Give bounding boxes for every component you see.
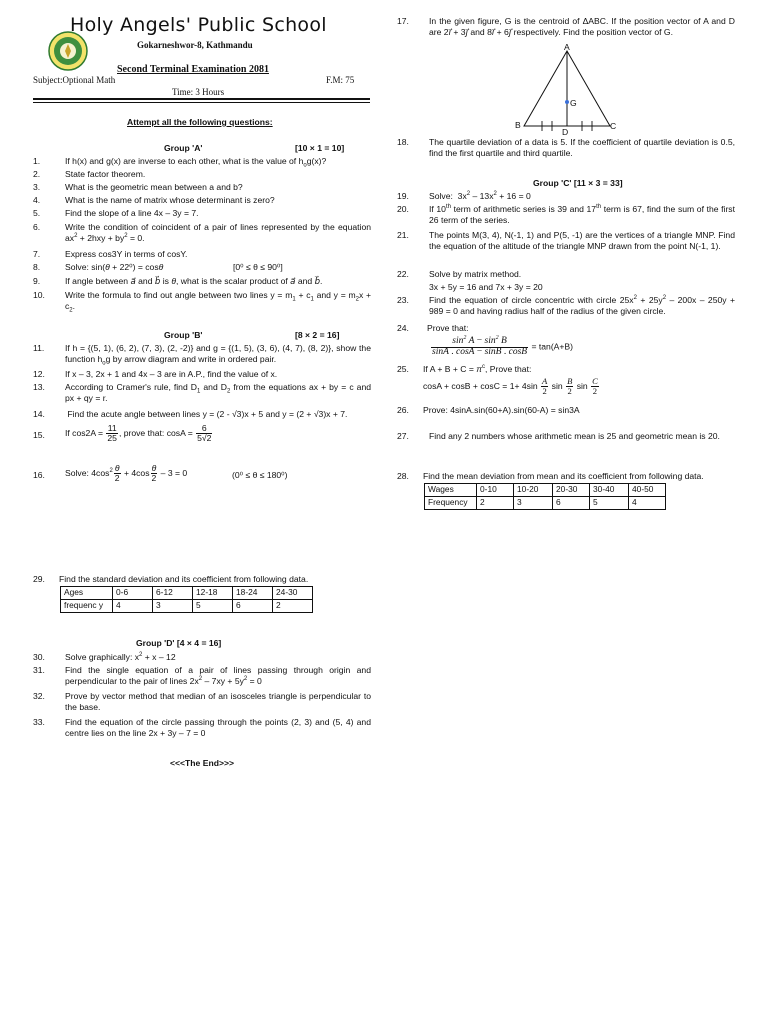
table-wages-frequency [424,483,666,510]
vertex-c-label: C [610,121,617,131]
vertex-a-label: A [564,42,570,52]
table-ages-frequency [60,586,313,613]
header-rule-thin [33,102,370,103]
table-row: Ages 0-6 6-12 12-18 18-24 24-30 [61,587,313,600]
question-15: 15. If cos2A = $\frac{11}{25}$ , prove that: cosA = $\frac{6}{5√2}$ [33,423,212,444]
question-8-range: [0⁰ ≤ θ ≤ 90⁰] [233,262,283,272]
table-row: Wages 0-10 10-20 20-30 30-40 40-50 [425,484,666,497]
full-marks: F.M: 75 [326,75,355,85]
group-c-title: Group 'C' [11 × 3 = 33] [533,178,623,188]
exam-time: Time: 3 Hours [172,87,225,97]
group-d-title: Group 'D' [4 × 4 = 16] [136,638,222,648]
question-24: 24. Prove that: $\frac{\sin^2 A - \sin^2 B}{\sin A . \cos A - \sin B . \cos B}$ = tan(A+B) [397,323,574,357]
point-d-label: D [562,127,569,137]
header-rule-thick [33,98,370,100]
vertex-b-label: B [515,120,521,130]
question-22-equations: 3x + 5y = 16 and 7x + 3y = 20 [429,282,543,292]
table-row: Frequency 2 3 6 5 4 [425,497,666,510]
table-row: frequenc y 4 3 5 6 2 [61,600,313,613]
group-a-title: Group 'A' [164,143,203,153]
group-a-marks: [10 × 1 = 10] [295,143,345,153]
question-25: 25. If $A + B + C = \pi^c$, Prove that: cosA + cosB + cosC = 1+ 4sin $\frac{A}{2}$ sin $\frac{B}{2}$ sin $\frac{C}{2}$ [397,364,598,397]
question-16: 16. Solve: $4\cos^2$ $\frac{\theta}{2}$ + 4cos $\frac{\theta}{2}$ – 3 = 0 (0⁰ ≤ θ ≤ 180⁰) [33,463,288,484]
group-b-title: Group 'B' [164,330,203,340]
question-16-range: (0⁰ ≤ θ ≤ 180⁰) [232,470,288,480]
group-b-marks: [8 × 2 = 16] [295,330,340,340]
subject-label: Subject:Optional Math [33,75,116,85]
exam-title: Second Terminal Examination 2081 [117,64,269,75]
triangle-figure [510,40,622,138]
end-marker: <<<The End>>> [170,758,235,768]
school-address: Gokarneshwor-8, Kathmandu [137,40,253,50]
centroid-g-label: G [570,98,577,108]
instruction: Attempt all the following questions: [127,117,273,127]
school-name: Holy Angels' Public School [70,14,327,36]
